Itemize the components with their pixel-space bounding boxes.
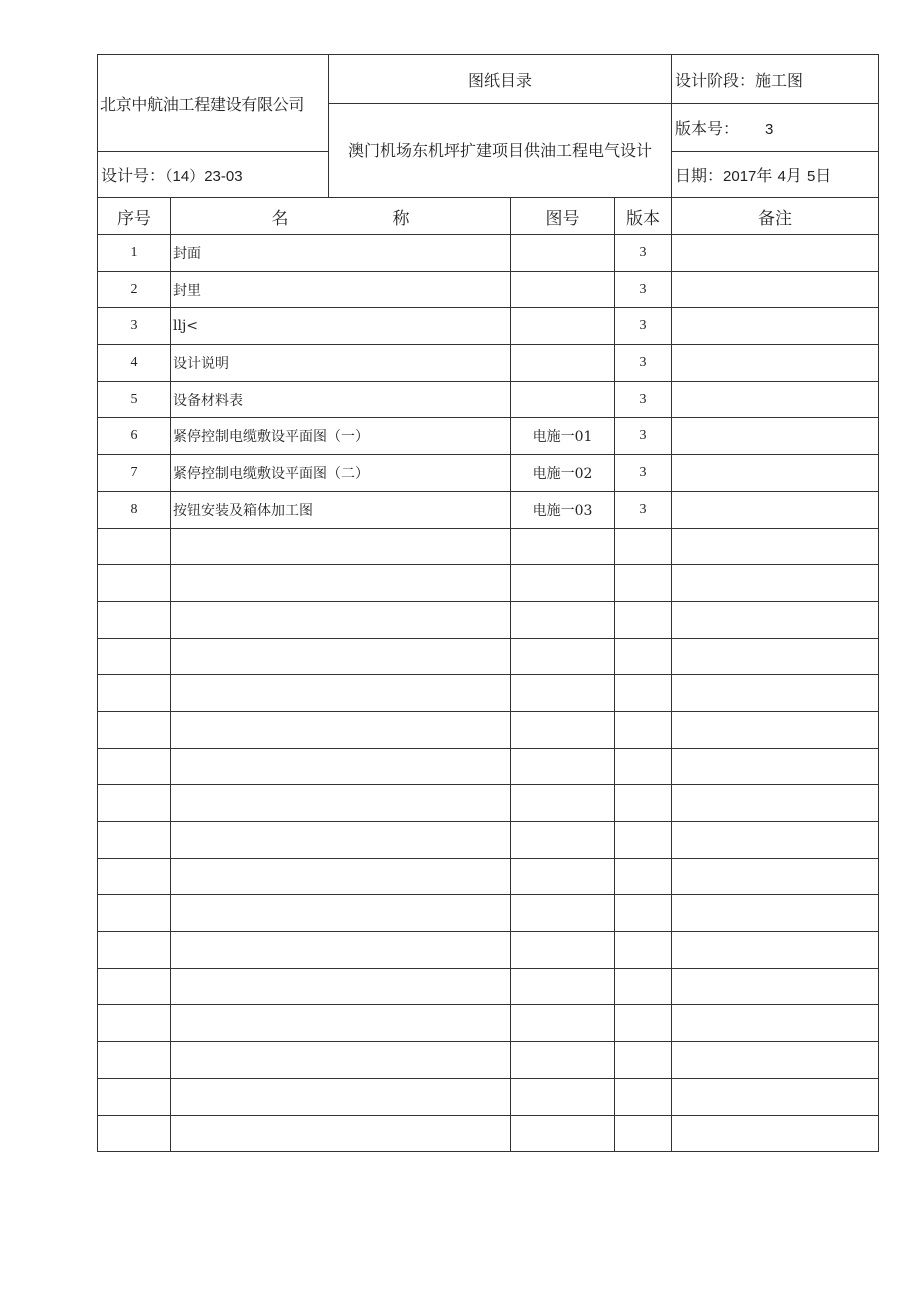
row-no [98,748,171,785]
table-row [98,968,879,1005]
row-remark [672,822,879,859]
table-row [98,271,879,308]
row-no: 2 [98,271,171,308]
row-name [171,748,511,785]
row-name [171,895,511,932]
row-version [615,785,672,822]
row-name [171,932,511,969]
row-version: 3 [615,235,672,272]
table-row [98,932,879,969]
date [672,152,879,198]
row-drawing-no [511,528,615,565]
date-year-unit: 年 [756,166,773,185]
table-row [98,491,879,528]
row-remark [672,1042,879,1079]
row-version [615,675,672,712]
date-month: 4 [777,168,786,185]
row-drawing-no [511,895,615,932]
header-table [97,54,879,198]
row-drawing-no: 电施一03 [511,491,615,528]
row-version [615,1078,672,1115]
col-no-header: 序号 [98,198,171,235]
row-no [98,675,171,712]
row-name [171,822,511,859]
row-drawing-no [511,711,615,748]
row-remark [672,932,879,969]
row-remark [672,271,879,308]
row-no: 1 [98,235,171,272]
table-row [98,601,879,638]
row-no [98,528,171,565]
row-no [98,785,171,822]
row-remark [672,675,879,712]
table-row [98,675,879,712]
design-stage [672,55,879,104]
col-name-header-1: 名 [271,208,289,229]
row-name: 按钮安装及箱体加工图 [171,491,511,528]
row-remark [672,1115,879,1152]
version-label: 版本号： [675,119,740,138]
row-remark [672,455,879,492]
row-version: 3 [615,455,672,492]
table-row [98,711,879,748]
col-version-header: 版本 [615,198,672,235]
row-remark [672,711,879,748]
row-remark [672,418,879,455]
row-name: 封里 [171,271,511,308]
row-no [98,822,171,859]
row-version: 3 [615,271,672,308]
row-version [615,565,672,602]
row-remark [672,1005,879,1042]
design-no [98,152,329,198]
row-no: 8 [98,491,171,528]
row-drawing-no [511,968,615,1005]
design-stage-value: 施工图 [755,70,804,90]
row-name [171,1078,511,1115]
row-name [171,638,511,675]
row-name [171,858,511,895]
row-version [615,932,672,969]
row-version [615,528,672,565]
table-row [98,565,879,602]
design-no-value: （14）23-03 [165,168,243,185]
row-version: 3 [615,381,672,418]
row-drawing-no [511,932,615,969]
row-remark [672,308,879,345]
row-no [98,1005,171,1042]
row-remark [672,1078,879,1115]
table-row [98,381,879,418]
row-name [171,1042,511,1079]
row-name [171,968,511,1005]
table-body [98,235,879,1152]
row-name [171,675,511,712]
version-value: 3 [765,121,774,138]
table-row [98,418,879,455]
row-no [98,601,171,638]
row-name [171,565,511,602]
row-name [171,601,511,638]
row-drawing-no [511,565,615,602]
company-name: 北京中航油工程建设有限公司 [98,55,329,152]
table-row [98,638,879,675]
row-name [171,711,511,748]
table-row [98,528,879,565]
row-no [98,1115,171,1152]
row-remark [672,968,879,1005]
table-row [98,1042,879,1079]
row-no [98,565,171,602]
table-row [98,822,879,859]
row-no: 3 [98,308,171,345]
row-name [171,1005,511,1042]
row-remark [672,858,879,895]
row-version: 3 [615,418,672,455]
row-version [615,858,672,895]
row-no [98,932,171,969]
table-row [98,895,879,932]
row-no [98,858,171,895]
col-name-header [171,198,511,235]
row-name: llj< [171,308,511,345]
row-name: 封面 [171,235,511,272]
col-code-header: 图号 [511,198,615,235]
design-no-label: 设计号： [101,166,166,185]
design-stage-label: 设计阶段： [675,70,756,90]
row-drawing-no: 电施一01 [511,418,615,455]
date-label: 日期： [675,166,724,185]
row-remark [672,601,879,638]
row-no [98,1042,171,1079]
row-remark [672,748,879,785]
date-day: 5 [806,168,816,185]
row-remark [672,638,879,675]
project-name: 澳门机场东机坪扩建项目供油工程电气设计 [329,104,672,198]
index-table [97,197,879,1152]
row-name: 设计说明 [171,345,511,382]
row-remark [672,895,879,932]
col-name-header-2: 称 [392,208,410,229]
row-drawing-no [511,1115,615,1152]
row-version: 3 [615,491,672,528]
row-drawing-no [511,858,615,895]
row-version [615,638,672,675]
date-year: 2017 [723,168,757,185]
row-no [98,895,171,932]
row-drawing-no [511,785,615,822]
row-no: 5 [98,381,171,418]
table-row [98,455,879,492]
row-name [171,785,511,822]
row-version [615,1005,672,1042]
table-row [98,785,879,822]
col-remark-header: 备注 [672,198,879,235]
drawing-index-sheet [97,54,878,1152]
row-drawing-no [511,822,615,859]
table-row [98,345,879,382]
row-drawing-no [511,1078,615,1115]
row-drawing-no [511,308,615,345]
row-drawing-no [511,345,615,382]
row-drawing-no [511,675,615,712]
row-no: 7 [98,455,171,492]
table-row [98,1115,879,1152]
row-version [615,748,672,785]
row-remark [672,381,879,418]
row-remark [672,785,879,822]
table-row [98,235,879,272]
row-remark [672,345,879,382]
table-row [98,748,879,785]
row-version [615,968,672,1005]
row-no [98,1078,171,1115]
row-version [615,711,672,748]
row-drawing-no [511,1042,615,1079]
row-no [98,638,171,675]
row-version [615,1042,672,1079]
row-drawing-no [511,601,615,638]
row-name [171,528,511,565]
table-row [98,308,879,345]
row-name [171,1115,511,1152]
row-remark [672,565,879,602]
table-row [98,1078,879,1115]
version [672,104,879,152]
date-month-unit: 月 [785,166,802,185]
row-version: 3 [615,345,672,382]
row-remark [672,235,879,272]
date-day-unit: 日 [815,166,832,185]
row-name: 紧停控制电缆敷设平面图（二） [171,455,511,492]
row-version [615,1115,672,1152]
row-drawing-no [511,271,615,308]
row-no: 6 [98,418,171,455]
row-version [615,895,672,932]
table-row [98,858,879,895]
row-name: 设备材料表 [171,381,511,418]
row-remark [672,491,879,528]
row-no: 4 [98,345,171,382]
table-row [98,1005,879,1042]
row-drawing-no [511,1005,615,1042]
row-version [615,822,672,859]
row-remark [672,528,879,565]
row-drawing-no: 电施一02 [511,455,615,492]
row-version: 3 [615,308,672,345]
row-drawing-no [511,381,615,418]
row-no [98,711,171,748]
column-header-row [98,198,879,235]
row-drawing-no [511,235,615,272]
row-drawing-no [511,748,615,785]
row-name: 紧停控制电缆敷设平面图（一） [171,418,511,455]
row-drawing-no [511,638,615,675]
row-version [615,601,672,638]
page-title: 图纸目录 [329,55,672,104]
row-no [98,968,171,1005]
